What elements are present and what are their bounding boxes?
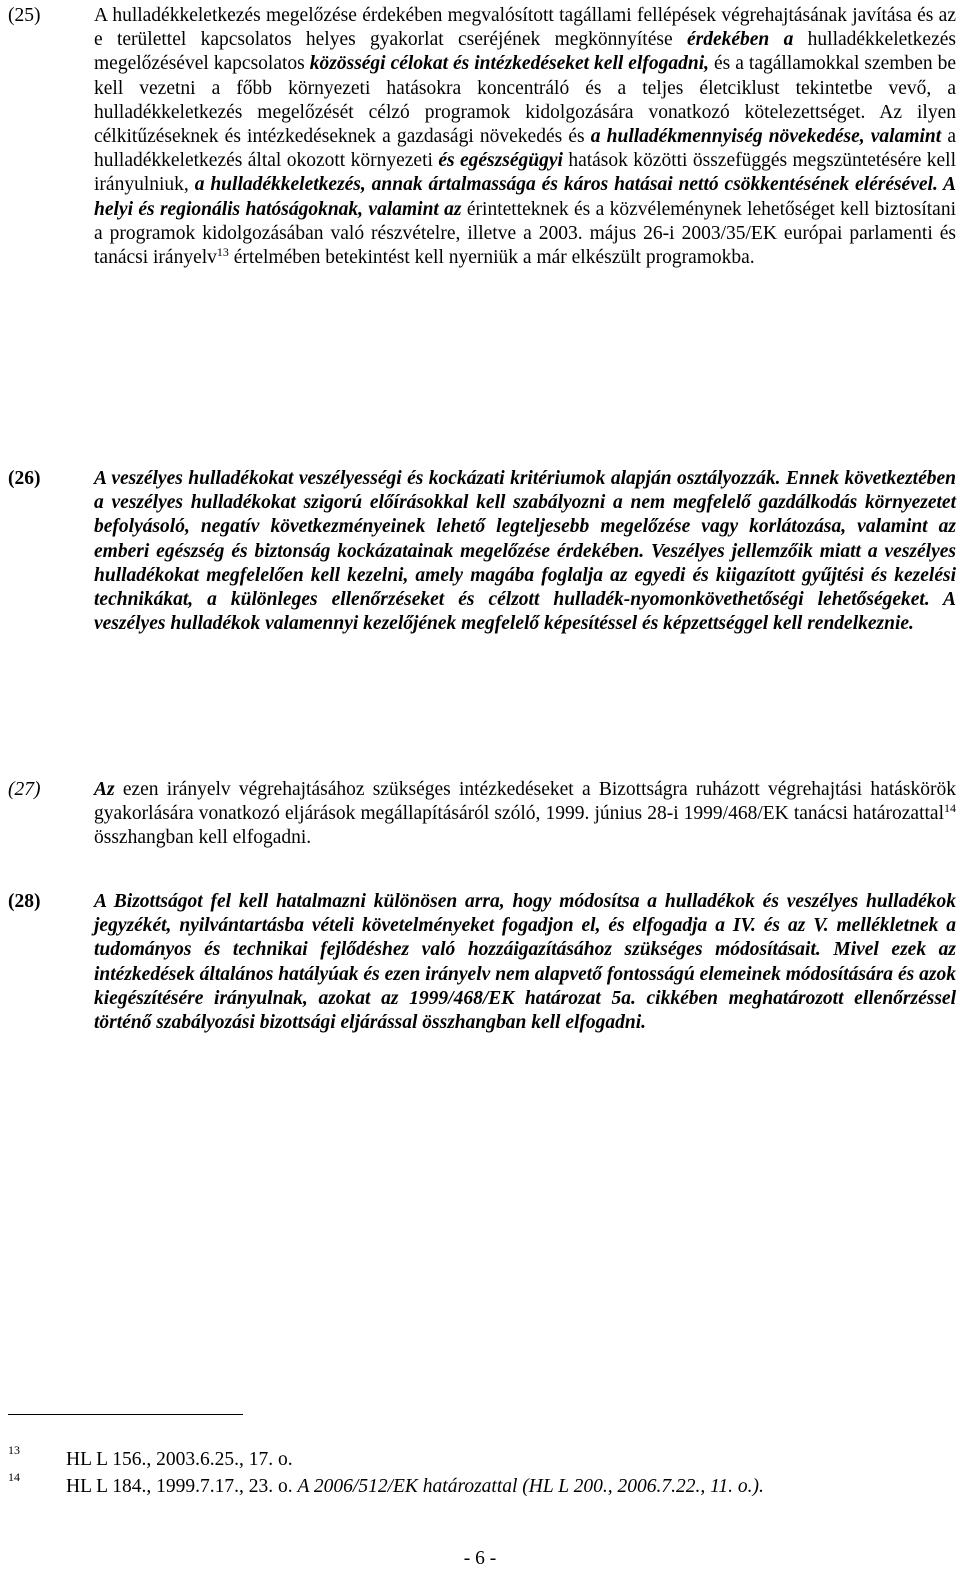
page-number: - 6 - [463, 1548, 497, 1569]
text-segment: közösségi célokat és intézkedéseket kell elfogadni, [309, 53, 710, 75]
paragraph-number: (25) [8, 5, 41, 26]
paragraph-text [94, 778, 956, 851]
paragraph-28 [8, 890, 956, 1035]
paragraph-text [94, 890, 956, 1035]
footnote-13 [8, 1443, 953, 1472]
footnote-text [66, 1448, 953, 1472]
text-segment: a hulladékkeletkezés által okozott környezeti [94, 126, 957, 172]
footnote-14 [8, 1470, 953, 1499]
text-segment: HL L 156., 2003.6.25., 17. o. [66, 1449, 293, 1470]
paragraph-26 [8, 467, 956, 636]
text-segment: érdekében a [686, 29, 794, 51]
text-segment: ezen irányelv végrehajtásához szükséges intézkedéseket a Bizottságra ruházott végrehajtási hatáskörök gyakorlására vonatkozó eljárások megállapításáról szóló, 1999. június 28-i 1999/468/EK tanácsi határozattal [94, 779, 956, 825]
text-segment: hatások közötti összefüggés megszüntetésére kell irányulniuk, [94, 150, 956, 196]
footnote-separator [8, 1414, 243, 1415]
text-segment: és egészségügyi [438, 150, 563, 172]
text-segment: érintetteknek és a közvéleménynek lehetőséget kell biztosítani a programok kidolgozásában való részvételre, illetve a 2003. május 26-i 2003/35/EK európai parlamenti és tanácsi irányelv [94, 198, 957, 269]
text-segment: A hulladékkeletkezés megelőzése érdekében megvalósított tagállami fellépések végrehajtásának javítása és az e területtel kapcsolatos helyes gyakorlat cseréjének megkönnyítése [94, 5, 956, 51]
footnote-mark: 13 [8, 1443, 20, 1457]
text-segment: A 2006/512/EK határozattal (HL L 200., 2006.7.22., 11. o.). [297, 1476, 764, 1497]
footnote-text [66, 1475, 953, 1499]
text-segment: a hulladékkeletkezés, annak ártalmassága és káros hatásai nettó csökkentésének elérésével. A helyi és regionális hatóságoknak, valamint az [94, 174, 956, 220]
footnote-mark: 14 [8, 1470, 20, 1484]
paragraph-25 [8, 4, 956, 270]
text-segment: értelmében betekintést kell nyerniük a már elkészült programokba. [228, 247, 755, 269]
text-segment: összhangban kell elfogadni. [94, 827, 312, 849]
text-segment: és a tagállamokkal szemben be kell vezetni a főbb környezeti hatásokra koncentráló és a teljes életciklust tekintetbe vevő, a hulladékkeletkezés megelőzését célzó programok kidolgozására vonatkozó kötelezettséget. Az ilyen célkitűzéseknek és intézkedéseknek a gazdasági növekedés és [94, 53, 957, 148]
text-segment: A Bizottságot fel kell hatalmazni különösen arra, hogy módosítsa a hulladékok és veszélyes hulladékok jegyzékét, nyilvántartásba vételi követelményeket fogadjon el, és elfogadja a IV. és az V. mellékletnek a tudományos és technikai fejlődéshez való hozzáigazításához szükséges módosításait. Mivel ezek az intézkedések általános hatályúak és ezen irányelv nem alapvető fontosságú elemeinek módosítására és azok kiegészítésére irányulnak, azokat az 1999/468/EK határozat 5a. cikkében meghatározott ellenőrzéssel történő szabályozási bizottsági eljárással összhangban kell elfogadni. [94, 891, 956, 1034]
paragraph-27 [8, 778, 956, 851]
paragraph-number: (28) [8, 891, 41, 912]
text-segment: A veszélyes hulladékokat veszélyességi és kockázati kritériumok alapján osztályozzák. Ennek következtében a veszélyes hulladékokat szigorú előírásokkal kell szabályozni a nem megfelelő gazdálkodás környezetet befolyásoló, negatív következményeinek lehető legteljesebb megelőzése vagy korlátozása, valamint az emberi egészség és biztonság kockázatainak megelőzése érdekében. Veszélyes jellemzőik miatt a veszélyes hulladékokat megfelelően kell kezelni, amely magába foglalja az egyedi és kiigazított gyűjtési és kezelési technikákat, a különleges ellenőrzéseket és célzott hulladék-nyomonkövethetőségi lehetőségeket. A veszélyes hulladékok valamennyi kezelőjének megfelelő képesítéssel és képzettséggel kell rendelkeznie. [94, 468, 956, 635]
paragraph-number: (27) [8, 779, 41, 800]
text-segment: hulladékkeletkezés megelőzésével kapcsolatos [94, 29, 956, 75]
paragraph-text [94, 4, 956, 270]
text-segment: a hulladékmennyiség növekedése, valamint [590, 126, 942, 148]
paragraph-text [94, 467, 956, 636]
footnote-reference: 14 [944, 801, 956, 816]
paragraph-number: (26) [8, 468, 41, 489]
footnote-reference: 13 [216, 245, 229, 260]
text-segment: HL L 184., 1999.7.17., 23. o. [66, 1476, 298, 1497]
text-segment: Az [94, 779, 115, 800]
